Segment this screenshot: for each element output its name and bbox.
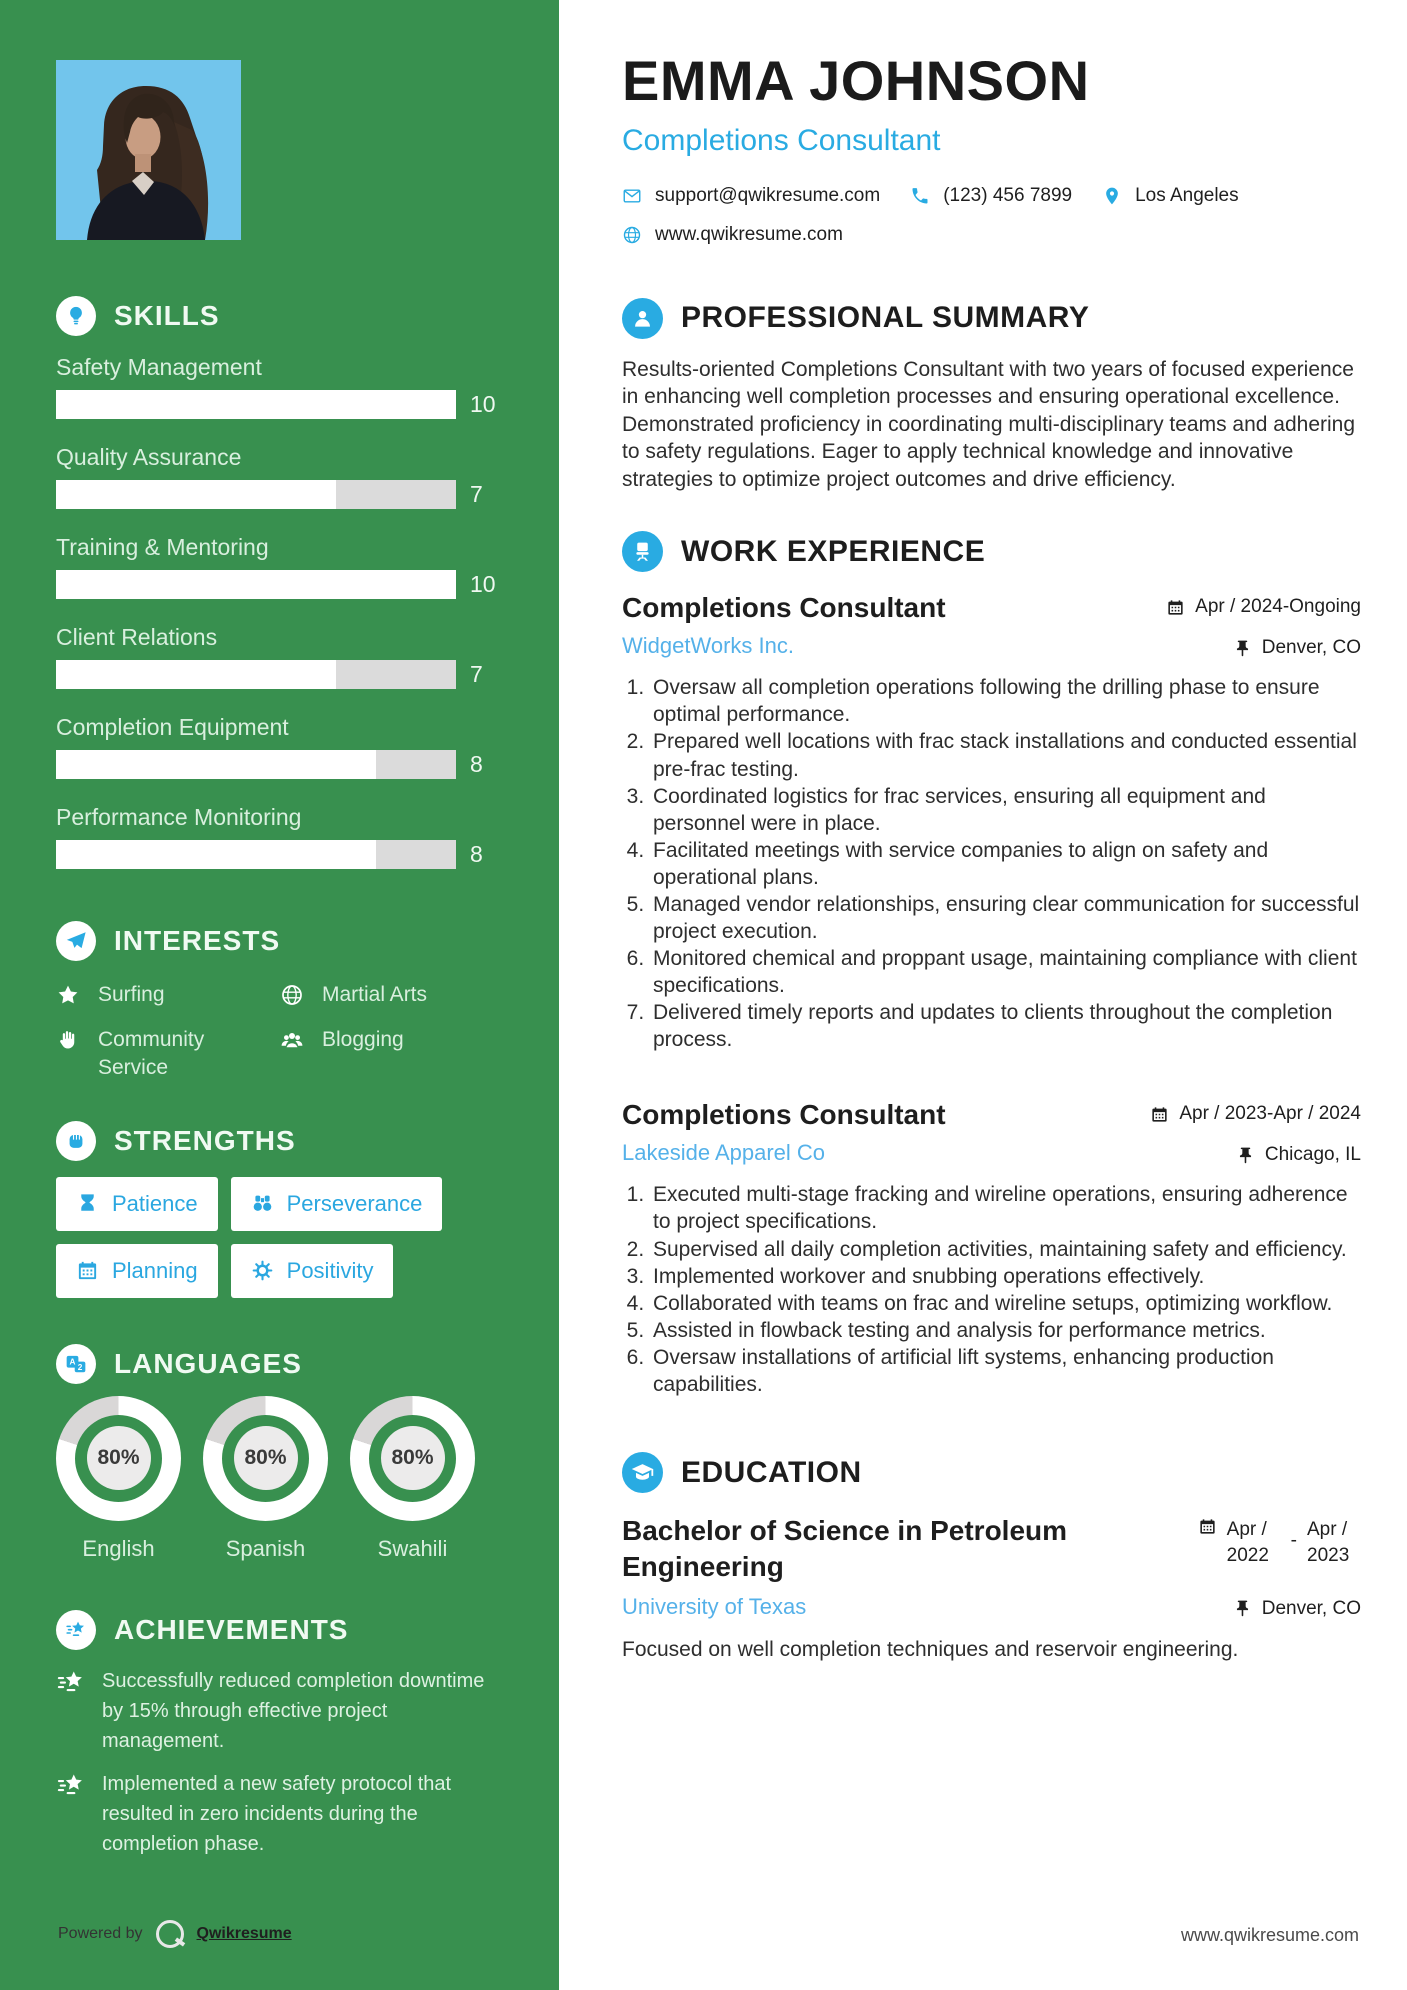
education-date-separator: -: [1290, 1530, 1297, 1552]
interest-item: [280, 1026, 559, 1081]
contact-email[interactable]: support@qwikresume.com: [655, 184, 881, 206]
skills-section: [56, 296, 559, 869]
skill-bar-row: [56, 390, 559, 419]
contact-phone: (123) 456 7899: [943, 184, 1073, 206]
skill-bar-track: [56, 480, 456, 509]
pushpin-icon: [1233, 1599, 1252, 1618]
skill-label: Performance Monitoring: [56, 804, 302, 830]
skill-bar-track: [56, 390, 456, 419]
education-location: [1233, 1598, 1361, 1620]
powered-by-label: Powered by: [58, 1925, 143, 1942]
language-percent: 80%: [87, 1426, 151, 1490]
education-date-start: Apr / 2022: [1226, 1519, 1269, 1566]
skill-bar-fill: [56, 390, 456, 419]
job-bullet: 4. Collaborated with teams on frac and wireline setups, optimizing workflow.: [650, 1290, 1361, 1317]
language-item: [350, 1396, 475, 1562]
job-bullet: 2. Prepared well locations with frac stack installations and conducted essential pre-frac testing.: [650, 728, 1361, 782]
qwikresume-brand-link[interactable]: Qwikresume: [196, 1925, 292, 1942]
calendar-icon: [1198, 1517, 1217, 1536]
shooting-star-bullet-icon: [56, 1668, 86, 1698]
job-bullet: 5. Managed vendor relationships, ensuring clear communication for successful project execution.: [650, 891, 1361, 945]
strengths-section: [56, 1121, 559, 1298]
job-entry: [622, 1099, 1361, 1398]
interest-item: [56, 1026, 280, 1081]
education-degree: Bachelor of Science in Petroleum Engineering: [622, 1515, 1068, 1583]
job-dates-text: Apr / 2024-Ongoing: [1195, 596, 1361, 618]
interests-header: [56, 921, 559, 961]
job-entry: [622, 592, 1361, 1053]
skill-row: [56, 444, 559, 509]
sidebar-footer: [58, 1920, 292, 1948]
person-icon: [622, 298, 663, 339]
interest-item: [56, 981, 280, 1008]
language-ring: [56, 1396, 181, 1521]
calendar-icon: [1166, 598, 1185, 617]
contact-row-1: [622, 185, 1361, 207]
job-title: Completions Consultant: [622, 592, 946, 624]
skill-label: Quality Assurance: [56, 444, 242, 470]
education-section: [622, 1452, 1361, 1662]
job-bullet: 1. Oversaw all completion operations following the drilling phase to ensure optimal performance.: [650, 674, 1361, 728]
skill-bar-track: [56, 840, 456, 869]
contact-phone-group: [910, 185, 1072, 207]
calendar-icon: [1150, 1105, 1169, 1124]
skill-label: Safety Management: [56, 354, 262, 380]
interests-section: [56, 921, 559, 1081]
skill-bar-fill: [56, 840, 376, 869]
language-name: Swahili: [377, 1535, 448, 1561]
language-ring: [203, 1396, 328, 1521]
skills-header: [56, 296, 559, 336]
education-date-end: Apr / 2023: [1307, 1519, 1350, 1566]
achievement-item: [56, 1666, 486, 1756]
shooting-star-bullet-icon: [56, 1771, 86, 1801]
skill-value: 7: [470, 481, 483, 507]
education-entry: [622, 1513, 1361, 1662]
education-dates: [1198, 1517, 1361, 1568]
skill-bar-track: [56, 750, 456, 779]
languages-section: [56, 1344, 559, 1562]
shooting-star-icon: [56, 1610, 96, 1650]
interest-label: Martial Arts: [322, 983, 428, 1006]
summary-header: [622, 298, 1361, 339]
paper-plane-icon: [56, 921, 96, 961]
job-bullet: 7. Delivered timely reports and updates to clients throughout the completion process.: [650, 999, 1361, 1053]
education-description: Focused on well completion techniques and reservoir engineering.: [622, 1637, 1239, 1661]
skill-value: 7: [470, 661, 483, 687]
language-item: [203, 1396, 328, 1562]
phone-icon: [910, 186, 930, 206]
skill-bar-fill: [56, 480, 336, 509]
contact-location-group: [1102, 185, 1239, 207]
office-chair-icon: [622, 531, 663, 572]
pushpin-icon: [1236, 1146, 1255, 1165]
skill-bar-row: [56, 660, 559, 689]
skill-bar-track: [56, 570, 456, 599]
strength-label: Positivity: [286, 1257, 374, 1283]
interest-item: [280, 981, 559, 1008]
job-location: [1233, 637, 1361, 659]
job-location-text: Denver, CO: [1261, 637, 1361, 659]
main-content: [559, 0, 1407, 1990]
strength-label: Perseverance: [286, 1190, 423, 1216]
strength-label: Planning: [112, 1257, 198, 1283]
language-ring: [350, 1396, 475, 1521]
languages-heading: LANGUAGES: [114, 1347, 302, 1379]
interest-label: Community Service: [98, 1028, 205, 1079]
skill-bar-row: [56, 840, 559, 869]
languages-header: [56, 1344, 559, 1384]
skill-value: 10: [470, 571, 496, 597]
skill-value: 10: [470, 391, 496, 417]
strength-label: Patience: [112, 1190, 198, 1216]
achievements-header: [56, 1610, 559, 1650]
skill-row: [56, 714, 559, 779]
calendar-icon: [76, 1259, 99, 1282]
education-school: University of Texas: [622, 1593, 807, 1619]
interests-heading: INTERESTS: [114, 925, 281, 956]
skill-bar-fill: [56, 750, 376, 779]
experience-heading: WORK EXPERIENCE: [681, 534, 986, 568]
job-company: Lakeside Apparel Co: [622, 1140, 826, 1166]
job-dates: [1166, 596, 1361, 618]
education-heading: EDUCATION: [681, 1455, 862, 1489]
globe-icon: [622, 225, 642, 245]
skill-value: 8: [470, 841, 483, 867]
language-name: Spanish: [225, 1535, 306, 1561]
language-item: [56, 1396, 181, 1562]
job-title: Completions Consultant: [622, 1099, 946, 1131]
binoculars-icon: [251, 1192, 274, 1215]
pushpin-icon: [1233, 639, 1252, 658]
interests-list: [56, 981, 559, 1081]
hourglass-icon: [76, 1192, 99, 1215]
skill-bar-fill: [56, 570, 456, 599]
strengths-list: [56, 1177, 496, 1298]
job-bullet: 5. Assisted in flowback testing and analysis for performance metrics.: [650, 1317, 1361, 1344]
candidate-name: EMMA JOHNSON: [622, 49, 1090, 112]
qwikresume-logo-icon: [156, 1920, 184, 1948]
strengths-header: [56, 1121, 559, 1161]
skill-row: [56, 624, 559, 689]
skills-heading: SKILLS: [114, 300, 220, 331]
language-name: English: [82, 1535, 155, 1561]
skill-value: 8: [470, 751, 483, 777]
achievements-list: [56, 1666, 559, 1859]
mail-icon: [622, 186, 642, 206]
language-percent: 80%: [381, 1426, 445, 1490]
education-header: [622, 1452, 1361, 1493]
skill-bar-row: [56, 750, 559, 779]
skill-bar-fill: [56, 660, 336, 689]
achievements-section: [56, 1610, 559, 1859]
hand-icon: [56, 1028, 80, 1052]
job-bullet: 4. Facilitated meetings with service companies to align on safety and operational plans.: [650, 837, 1361, 891]
contact-website-group: [622, 224, 843, 246]
strength-chip: [231, 1244, 394, 1298]
contact-row-2: [622, 224, 1361, 246]
strength-chip: [56, 1177, 218, 1231]
job-location: [1236, 1144, 1361, 1166]
language-percent: 80%: [234, 1426, 298, 1490]
gear-icon: [251, 1259, 274, 1282]
experience-header: [622, 531, 1361, 572]
interest-label: Blogging: [322, 1028, 404, 1052]
skills-list: [56, 354, 559, 869]
job-bullet: 1. Executed multi-stage fracking and wireline operations, ensuring adherence to project specifications.: [650, 1181, 1361, 1235]
lightbulb-icon: [56, 296, 96, 336]
skill-label: Client Relations: [56, 624, 218, 650]
skill-bar-row: [56, 480, 559, 509]
star-icon: [56, 983, 80, 1007]
job-bullet-list: [622, 1181, 1361, 1398]
candidate-title: Completions Consultant: [622, 123, 941, 157]
job-bullet: 2. Supervised all daily completion activities, maintaining safety and efficiency.: [650, 1236, 1361, 1263]
education-location-text: Denver, CO: [1261, 1597, 1361, 1619]
globe-icon: [280, 983, 304, 1007]
job-dates: [1150, 1103, 1361, 1125]
skill-row: [56, 354, 559, 419]
job-company: WidgetWorks Inc.: [622, 633, 794, 659]
location-pin-icon: [1102, 186, 1122, 206]
skill-bar-row: [56, 570, 559, 599]
job-location-text: Chicago, IL: [1264, 1144, 1361, 1166]
profile-photo-image: [56, 60, 241, 240]
contact-website[interactable]: www.qwikresume.com: [655, 223, 843, 245]
contact-email-group: [622, 185, 880, 207]
users-icon: [280, 1028, 304, 1052]
strengths-heading: STRENGTHS: [114, 1124, 296, 1156]
profile-photo: [56, 60, 241, 240]
summary-heading: PROFESSIONAL SUMMARY: [681, 301, 1090, 335]
skill-label: Training & Mentoring: [56, 534, 269, 560]
skill-label: Completion Equipment: [56, 714, 289, 740]
skill-bar-track: [56, 660, 456, 689]
graduation-cap-icon: [622, 1452, 663, 1493]
job-bullet-list: [622, 674, 1361, 1053]
skill-row: [56, 804, 559, 869]
job-dates-text: Apr / 2023-Apr / 2024: [1179, 1103, 1361, 1125]
job-bullet: 3. Coordinated logistics for frac services, ensuring all equipment and personnel were in place.: [650, 783, 1361, 837]
footer-website[interactable]: www.qwikresume.com: [1180, 1925, 1359, 1945]
job-bullet: 6. Monitored chemical and proppant usage, maintaining compliance with client specifications.: [650, 945, 1361, 999]
translate-icon: [56, 1344, 96, 1384]
achievement-item: [56, 1769, 486, 1859]
job-bullet: 6. Oversaw installations of artificial lift systems, enhancing production capabilities.: [650, 1344, 1361, 1398]
achievement-text: Successfully reduced completion downtime by 15% through effective project management.: [102, 1669, 485, 1752]
experience-section: [622, 531, 1361, 1398]
contact-location: Los Angeles: [1135, 184, 1239, 206]
achievement-text: Implemented a new safety protocol that resulted in zero incidents during the completion phase.: [102, 1772, 452, 1855]
job-bullet: 3. Implemented workover and snubbing operations effectively.: [650, 1263, 1361, 1290]
strength-chip: [56, 1244, 218, 1298]
summary-text: Results-oriented Completions Consultant with two years of focused experience in enhancing well completion processes and ensuring operational excellence. Demonstrated proficiency in coordinating multi-disciplinary teams and adhering to safety regulations. Eager to apply technical knowledge and innovative strategies to optimize project outcomes and drive efficiency.: [622, 357, 1356, 491]
skill-row: [56, 534, 559, 599]
languages-list: [56, 1396, 559, 1562]
sidebar: [0, 0, 559, 1990]
strength-chip: [231, 1177, 443, 1231]
fist-icon: [56, 1121, 96, 1161]
achievements-heading: ACHIEVEMENTS: [114, 1613, 349, 1645]
interest-label: Surfing: [98, 983, 165, 1006]
summary-section: [622, 298, 1361, 494]
